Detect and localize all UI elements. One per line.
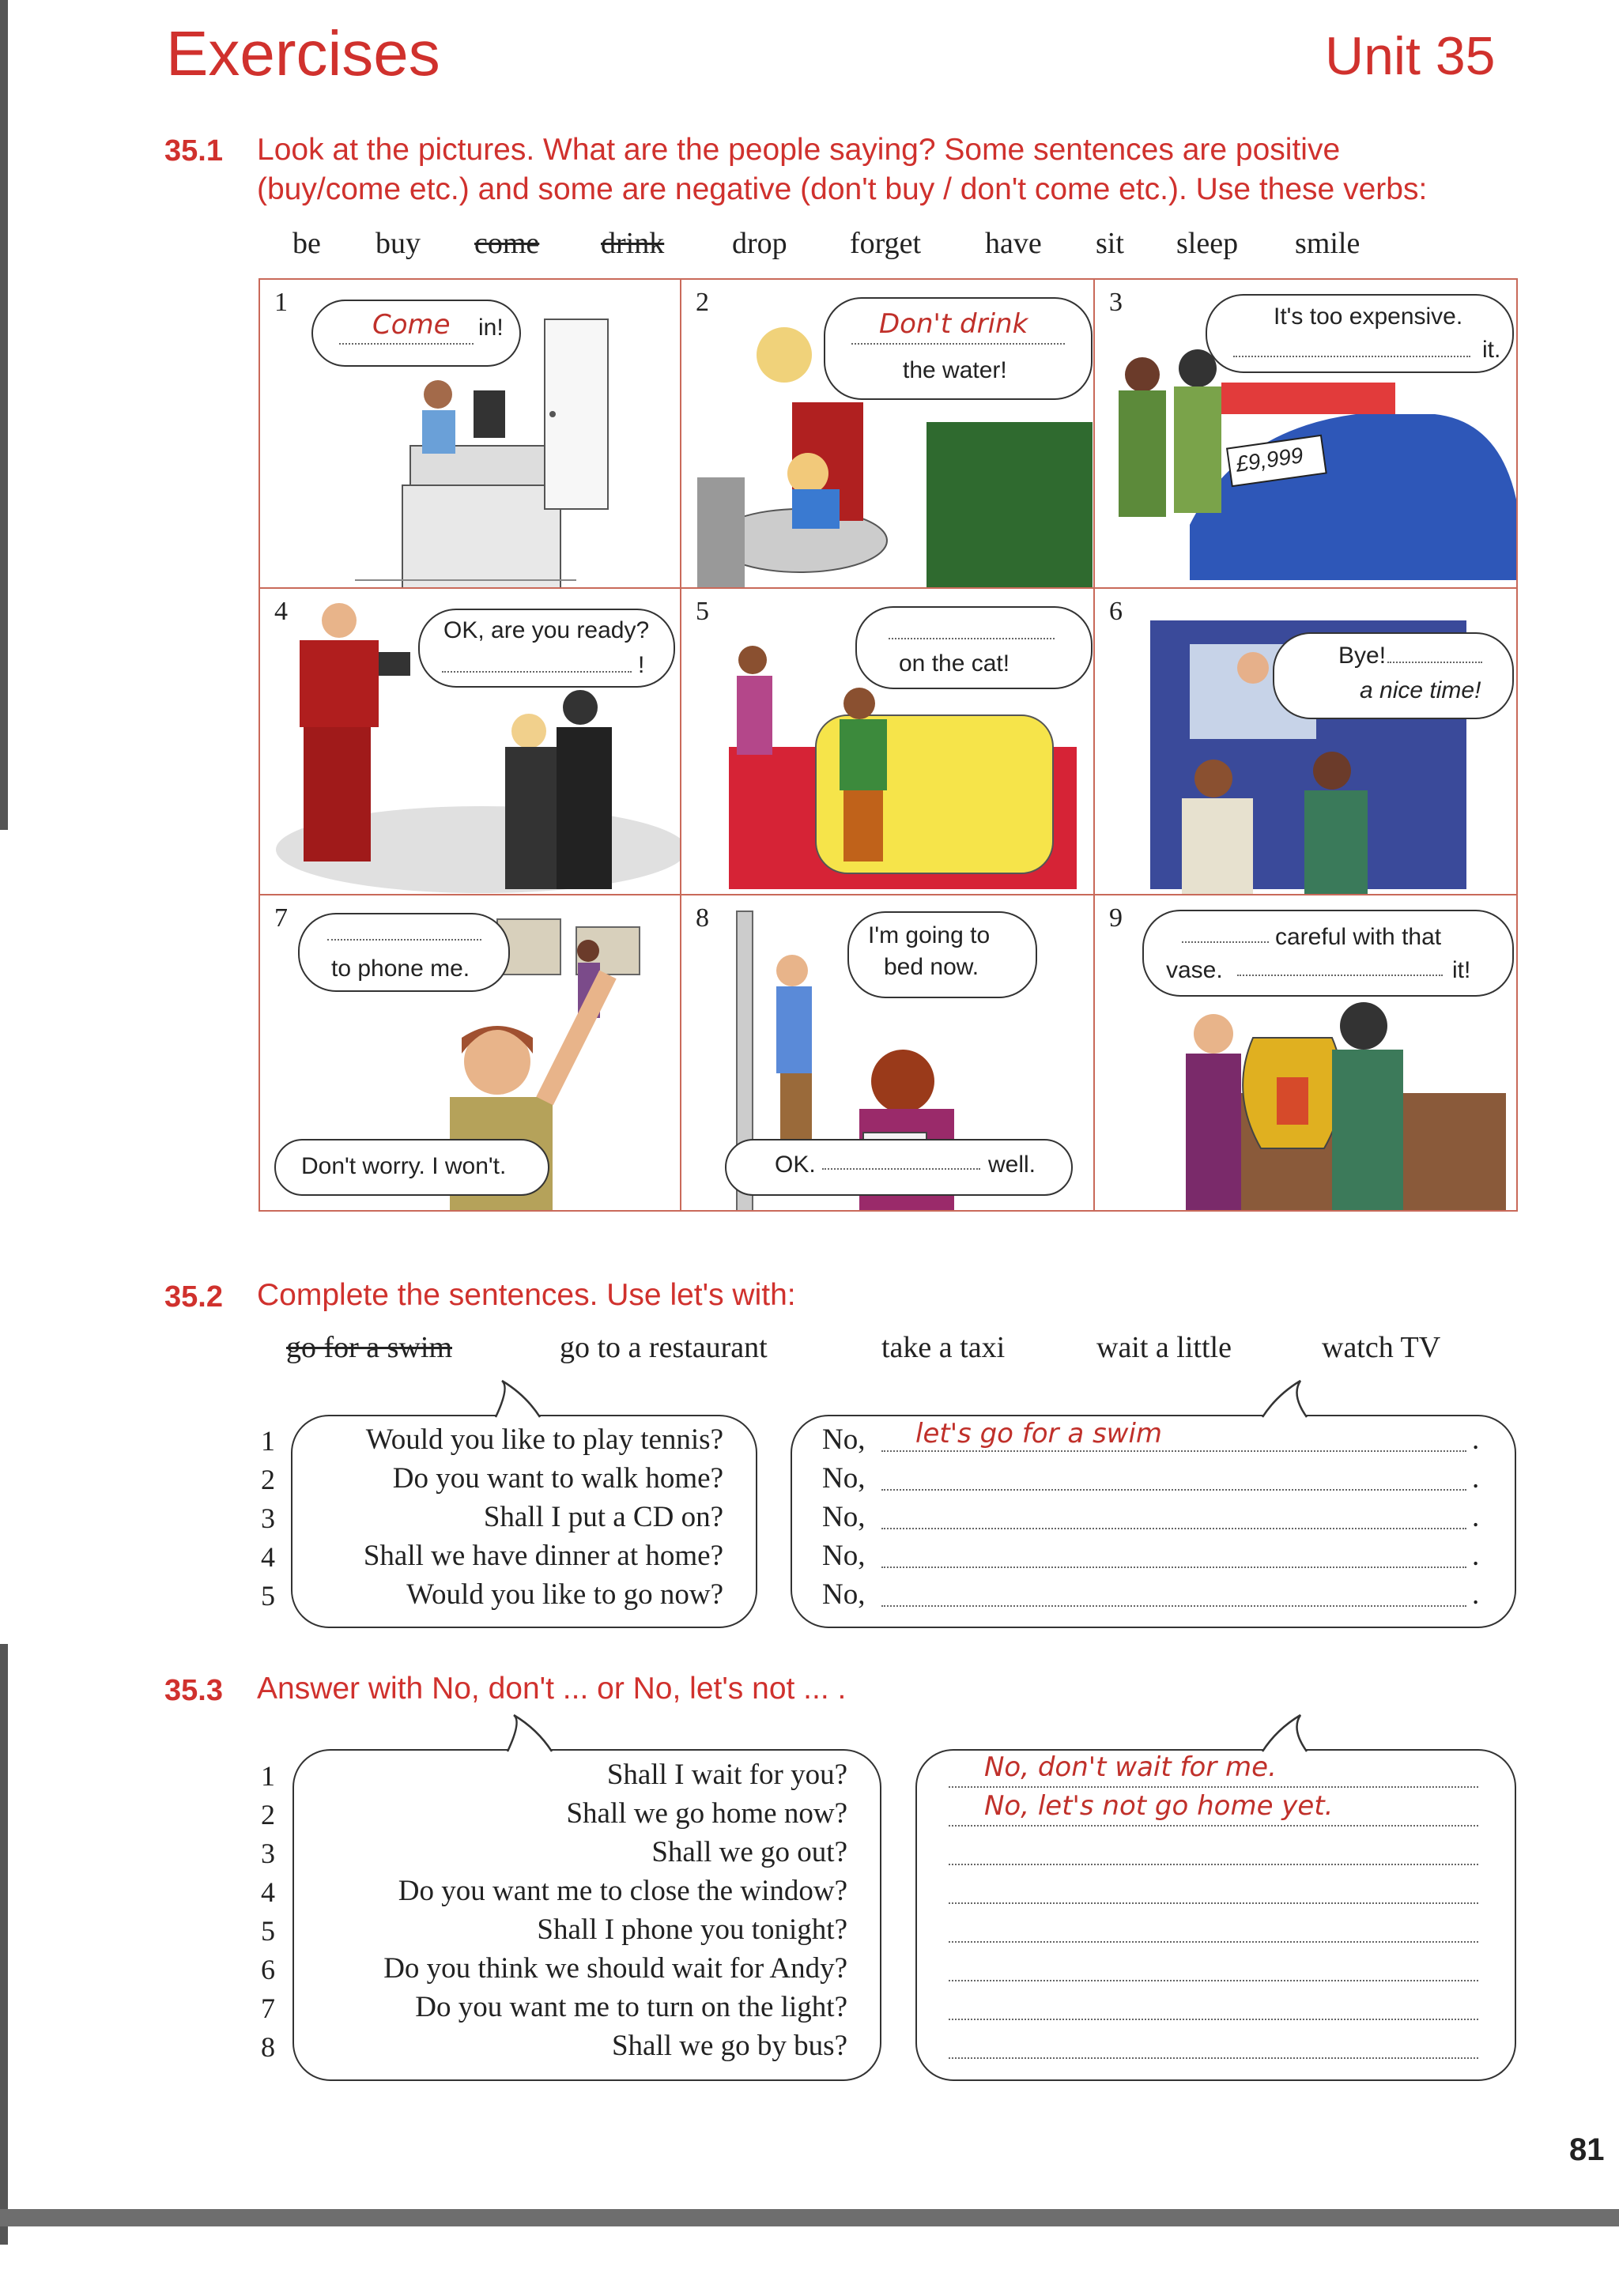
row-number: 4 [261, 1541, 275, 1573]
question-35-2-4: Shall we have dinner at home? [363, 1540, 723, 1572]
picture-panel-5 [680, 587, 1095, 895]
bubble-text-2: bed now. [884, 954, 979, 980]
answer-line [339, 343, 474, 345]
verb-buy: buy [376, 227, 421, 260]
question-35-2-2: Do you want to walk home? [392, 1462, 723, 1495]
end-dot: . [1472, 1501, 1480, 1533]
left-margin-bar [0, 0, 8, 830]
bubble-text: I'm going to [868, 922, 991, 948]
option-go-for-a-swim: go for a swim [286, 1331, 453, 1364]
answer-line[interactable] [949, 1786, 1478, 1788]
exercise-number-35-1: 35.1 [164, 134, 223, 168]
panel-number: 7 [274, 903, 288, 933]
row-number: 1 [261, 1760, 275, 1792]
page-number: 81 [1569, 2132, 1605, 2167]
phrase-options [286, 1330, 1472, 1370]
reply-text-a: OK. [775, 1152, 816, 1178]
answer-prefix: No, [822, 1423, 866, 1456]
answer-line[interactable] [881, 1605, 1466, 1607]
picture-panel-4 [259, 587, 681, 895]
option-watch-tv: watch TV [1322, 1331, 1441, 1364]
answer-line[interactable] [949, 1902, 1478, 1904]
panel-number: 8 [696, 903, 709, 933]
answer-line[interactable] [949, 1980, 1478, 1981]
question-35-3-8: Shall we go by bus? [611, 2030, 847, 2062]
answer-line [442, 671, 632, 673]
verb-drink: drink [601, 227, 665, 260]
exercise-number-35-2: 35.2 [164, 1280, 223, 1314]
verb-drop: drop [732, 227, 787, 260]
left-margin-bar-lower [0, 1644, 8, 2245]
question-35-2-5: Would you like to go now? [406, 1578, 723, 1611]
answer-line[interactable] [949, 1825, 1478, 1827]
row-number: 1 [261, 1425, 275, 1457]
answer-line [889, 638, 1055, 639]
row-number: 4 [261, 1876, 275, 1908]
panel-number: 5 [696, 597, 709, 626]
bubble-text: on the cat! [899, 650, 1010, 677]
example-answer: let's go for a swim [915, 1418, 1163, 1450]
row-number: 2 [261, 1799, 275, 1830]
bubble-tail [494, 1379, 542, 1419]
verb-sit: sit [1096, 227, 1124, 260]
option-go-to-a-restaurant: go to a restaurant [560, 1331, 768, 1364]
speech-bubble-6 [1273, 632, 1514, 719]
answer-prefix: No, [822, 1540, 866, 1572]
answer-come: Come [372, 309, 451, 341]
row-number: 6 [261, 1954, 275, 1985]
bubble-text-2: a nice time! [1360, 677, 1481, 703]
answer-dont-drink: Don't drink [879, 308, 1028, 340]
bubble-text-3: it! [1452, 957, 1471, 983]
verb-forget: forget [850, 227, 922, 260]
question-35-3-4: Do you want me to close the window? [398, 1875, 847, 1907]
panel-number: 1 [274, 288, 288, 317]
picture-panel-3 [1093, 278, 1518, 589]
bubble-text: Bye! [1338, 643, 1387, 669]
answer-line-2 [1237, 975, 1443, 976]
bubble-text: the water! [903, 357, 1007, 383]
answer-line[interactable] [881, 1528, 1466, 1529]
verb-come: come [474, 227, 540, 260]
answer-line [1387, 662, 1482, 663]
bubble-text: to phone me. [331, 956, 470, 982]
row-number: 5 [261, 1580, 275, 1612]
bubble-text: in! [478, 315, 504, 341]
question-35-3-7: Do you want me to turn on the light? [415, 1991, 847, 2023]
answer-prefix: No, [822, 1578, 866, 1611]
verb-sleep: sleep [1176, 227, 1239, 260]
answer-line[interactable] [881, 1450, 1466, 1452]
question-35-3-2: Shall we go home now? [566, 1797, 847, 1830]
answer-prefix: No, [822, 1462, 866, 1495]
answer-line [1233, 356, 1470, 357]
question-35-2-3: Shall I put a CD on? [483, 1501, 723, 1533]
bubble-text: OK, are you ready? [443, 617, 650, 643]
answer-35-3-1: No, don't wait for me. [984, 1751, 1277, 1783]
exercise-instruction-line2: (buy/come etc.) and some are negative (don't buy / don't come etc.). Use these verbs: [257, 172, 1428, 206]
bubble-tail [506, 1714, 553, 1753]
question-35-3-6: Do you think we should wait for Andy? [383, 1952, 847, 1985]
verb-be: be [292, 227, 321, 260]
end-dot: . [1472, 1540, 1480, 1572]
answer-35-3-2: No, let's not go home yet. [984, 1790, 1334, 1822]
bubble-text-2: vase. [1166, 957, 1223, 983]
answer-line[interactable] [949, 1864, 1478, 1865]
verb-smile: smile [1295, 227, 1360, 260]
answer-line[interactable] [949, 2057, 1478, 2059]
picture-panel-6 [1093, 587, 1518, 895]
option-wait-a-little: wait a little [1096, 1331, 1232, 1364]
bubble-text-2: it. [1482, 337, 1501, 363]
price-tag: £9,999 [1234, 443, 1305, 477]
answer-line [851, 343, 1065, 345]
row-number: 7 [261, 1993, 275, 2024]
row-number: 5 [261, 1915, 275, 1947]
page-title: Exercises [166, 18, 440, 89]
question-35-3-1: Shall I wait for you? [606, 1759, 847, 1791]
option-take-a-taxi: take a taxi [881, 1331, 1006, 1364]
reply-text-b: well. [988, 1152, 1036, 1178]
panel-number: 9 [1109, 903, 1123, 933]
bubble-tail [1261, 1714, 1308, 1753]
panel-number: 6 [1109, 597, 1123, 626]
answer-line[interactable] [949, 2019, 1478, 2020]
panel-number: 4 [274, 597, 288, 626]
end-dot: . [1472, 1578, 1480, 1611]
exercise-instruction-35-3: Answer with No, don't ... or No, let's not ... . [257, 1672, 847, 1706]
bubble-text-2: ! [638, 652, 645, 678]
panel-number: 3 [1109, 288, 1123, 317]
exercise-instruction-line1: Look at the pictures. What are the people saying? Some sentences are positive [257, 133, 1341, 167]
question-35-3-5: Shall I phone you tonight? [537, 1913, 847, 1946]
answer-prefix: No, [822, 1501, 866, 1533]
picture-panel-8 [680, 894, 1095, 1212]
exercise-number-35-3: 35.3 [164, 1674, 223, 1707]
bubble-tail [1261, 1379, 1308, 1419]
picture-panel-9 [1093, 894, 1518, 1212]
row-number: 2 [261, 1464, 275, 1495]
bottom-bar [0, 2209, 1619, 2226]
bubble-text: It's too expensive. [1274, 303, 1463, 330]
answer-line [327, 939, 481, 941]
answer-line [822, 1168, 980, 1170]
picture-panel-7 [259, 894, 681, 1212]
row-number: 3 [261, 1502, 275, 1534]
unit-label: Unit 35 [1325, 26, 1496, 86]
row-number: 8 [261, 2031, 275, 2063]
question-35-2-1: Would you like to play tennis? [365, 1423, 723, 1456]
answer-line[interactable] [881, 1566, 1466, 1568]
row-number: 3 [261, 1838, 275, 1869]
answer-line[interactable] [881, 1489, 1466, 1491]
picture-panel-1 [259, 278, 681, 589]
bubble-text: careful with that [1275, 924, 1442, 950]
picture-panel-2 [680, 278, 1095, 589]
question-35-3-3: Shall we go out? [651, 1836, 847, 1868]
verb-have: have [985, 227, 1042, 260]
panel-number: 2 [696, 288, 709, 317]
exercise-instruction-35-2: Complete the sentences. Use let's with: [257, 1278, 796, 1312]
reply-text: Don't worry. I won't. [301, 1153, 507, 1179]
answer-line [1182, 941, 1269, 943]
end-dot: . [1472, 1462, 1480, 1495]
answer-line[interactable] [949, 1941, 1478, 1943]
end-dot: . [1472, 1423, 1480, 1456]
